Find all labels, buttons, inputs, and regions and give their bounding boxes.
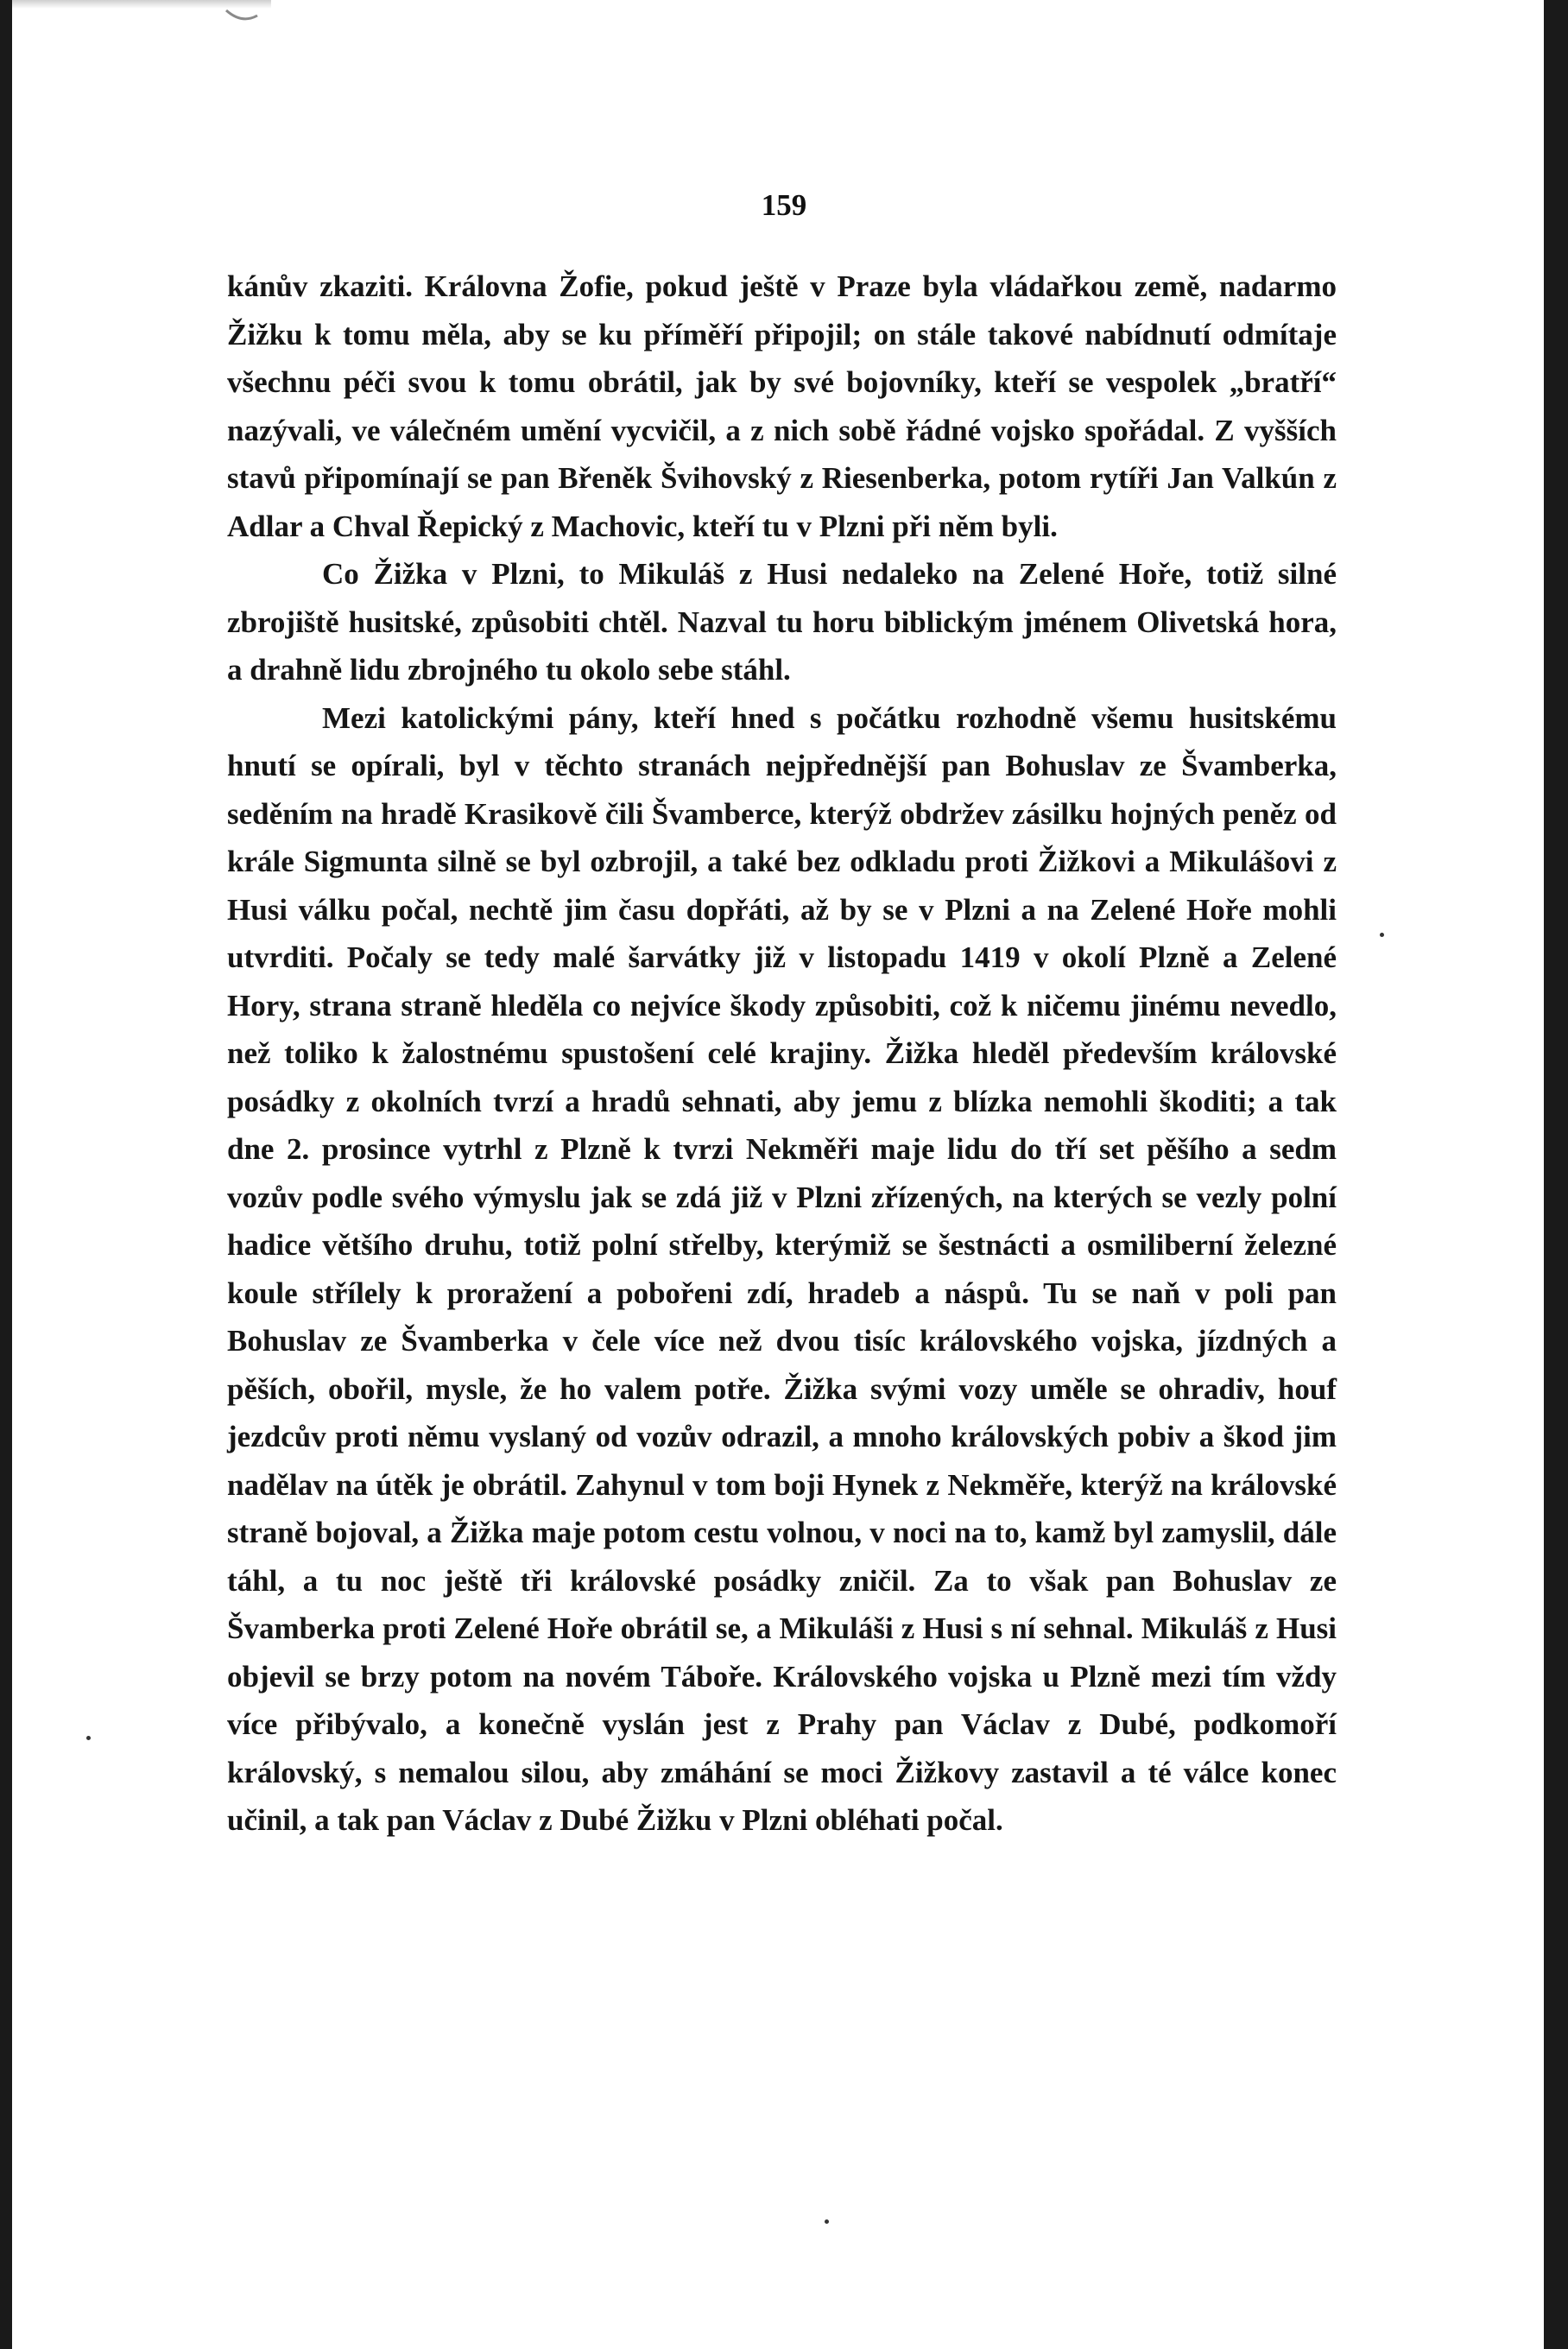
margin-speck xyxy=(86,1736,91,1740)
scan-edge-left xyxy=(0,0,12,2349)
scan-edge-right xyxy=(1544,0,1568,2349)
margin-speck xyxy=(1380,933,1384,937)
body-text xyxy=(227,263,1337,1845)
paragraph-2: Co Žižka v Plzni, to Mikuláš z Husi nedaleko na Zelené Hoře, totiž silné zbrojiště husitské, způsobiti chtěl. Nazval tu horu biblickým jménem Olivetská hora, a drahně lidu zbrojného tu okolo sebe stáhl. xyxy=(227,557,1337,687)
page-number: 159 xyxy=(761,188,807,222)
margin-speck xyxy=(825,2219,829,2224)
paragraph-1: kánův zkaziti. Královna Žofie, pokud ještě v Praze byla vládařkou země, nadarmo Žižku k tomu měla, aby se ku příměří připojil; on stále takové nabídnutí odmítaje všechnu péči svou k tomu obrátil, jak by své bojovníky, kteří se vespolek „bratří“ nazývali, ve válečném umění vycvičil, a z nich sobě řádné vojsko spořádal. Z vyšších stavů připomínají se pan Břeněk Švihovský z Riesenberka, potom rytíři Jan Valkún z Adlar a Chval Řepický z Machovic, kteří tu v Plzni při něm byli. xyxy=(227,269,1337,543)
paragraph-3: Mezi katolickými pány, kteří hned s počátku rozhodně všemu husitskému hnutí se opírali, byl v těchto stranách nejpřednější pan Bohuslav ze Švamberka, seděním na hradě Krasikově čili Švamberce, kterýž obdržev zásilku hojných peněz od krále Sigmunta silně se byl ozbrojil, a také bez odkladu proti Žižkovi a Mikulášovi z Husi válku počal, nechtě jim času dopřáti, až by se v Plzni a na Zelené Hoře mohli utvrditi. Počaly se tedy malé šarvátky již v listopadu 1419 v okolí Plzně a Zelené Hory, strana straně hleděla co nejvíce škody způsobiti, což k ničemu jinému nevedlo, než toliko k žalostnému spustošení celé krajiny. Žižka hleděl především královské posádky z okolních tvrzí a hradů sehnati, aby jemu z blízka nemohli škoditi; a tak dne 2. prosince vytrhl z Plzně k tvrzi Nekměři maje lidu do tří set pěšího a sedm vozův podle svého výmyslu jak se zdá již v Plzni zřízených, na kterých se vezly polní hadice většího druhu, totiž polní střelby, kterýmiž se šestnácti a osmiliberní železné koule střílely k proražení a pobořeni zdí, hradeb a náspů. Tu se naň v poli pan Bohuslav ze Švamberka v čele více než dvou tisíc královského vojska, jízdných a pěších, obořil, mysle, že ho valem potře. Žižka svými vozy uměle se ohradiv, houf jezdcův proti němu vyslaný od vozův odrazil, a mnoho královských pobiv a škod jim nadělav na útěk je obrátil. Zahynul v tom boji Hynek z Nekměře, kterýž na královské straně bojoval, a Žižka maje potom cestu volnou, v noci na to, kamž byl zamyslil, dále táhl, a tu noc ještě tři královské posádky zničil. Za to však pan Bohuslav ze Švamberka proti Zelené Hoře obrátil se, a Mikuláši z Husi s ní sehnal. Mikuláš z Husi objevil se brzy potom na novém Táboře. Královského vojska u Plzně mezi tím vždy více přibývalo, a konečně vyslán jest z Prahy pan Václav z Dubé, podkomoří královský, s nemalou silou, aby zmáhání se moci Žižkovy zastavil a té válce konec učinil, a tak pan Václav z Dubé Žižku v Plzni obléhati počal. xyxy=(227,700,1337,1837)
corner-fold-mark xyxy=(224,7,259,33)
